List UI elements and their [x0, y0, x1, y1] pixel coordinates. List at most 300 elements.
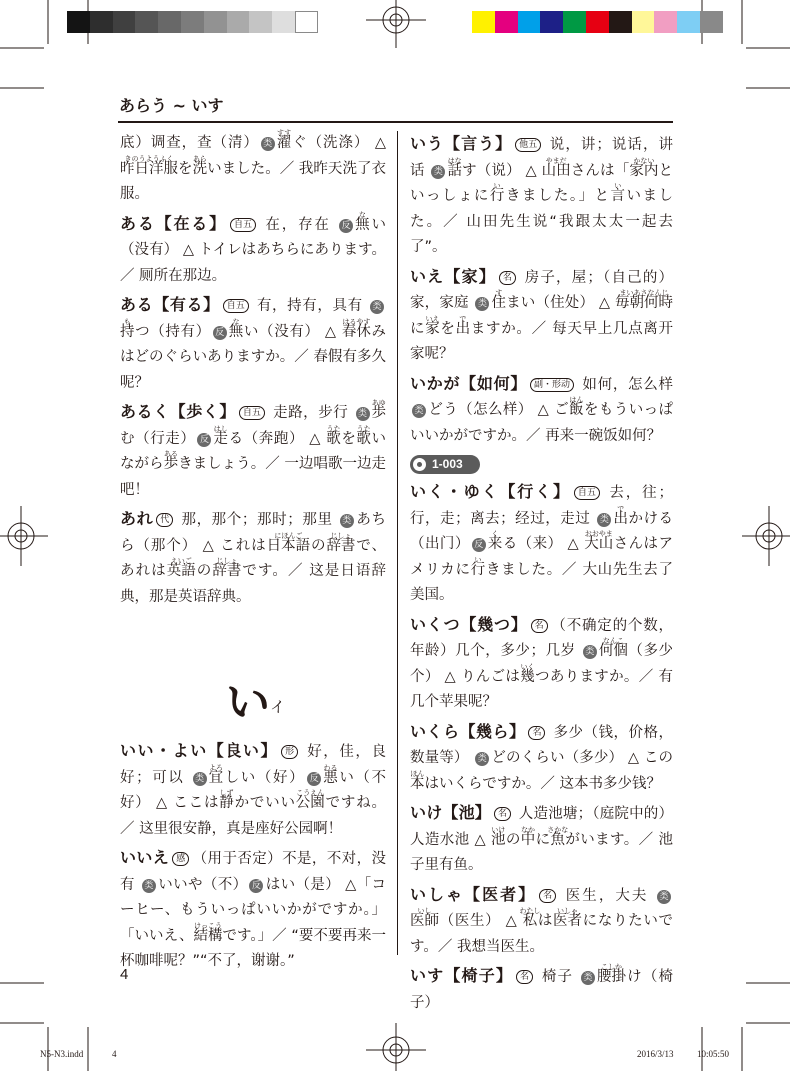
column-divider	[397, 131, 398, 955]
furigana-reading: く	[491, 530, 499, 538]
entry-text: 人造池塘；（庭院中的）人造水池 △	[410, 806, 673, 848]
entry-text: 在，存在	[258, 216, 338, 233]
furigana-base: 洗	[192, 160, 208, 177]
registration-mark-top	[366, 0, 426, 48]
furigana-base: 何個	[598, 643, 628, 659]
entry-text: きましょう。／ 一边唱歌一边走吧！	[120, 456, 387, 498]
furigana-reading: いけ	[491, 825, 506, 834]
footer-file-name: N5-N3.indd	[40, 1049, 84, 1059]
furigana-base: 出	[613, 510, 628, 527]
part-of-speech-tag: 自五	[574, 486, 600, 500]
synonym-mark: 类	[475, 752, 489, 766]
furigana-reading: わる	[323, 763, 338, 772]
entry-text: をもういっぱいいかがですか。／ 再来一碗饭如何？	[410, 402, 673, 444]
hiragana-heading: い	[226, 677, 270, 728]
entry-text: いました。／ 我昨天洗了衣服。	[120, 160, 387, 202]
entry-text: 走路，步行	[267, 405, 354, 421]
furigana-word	[447, 156, 462, 185]
color-swatch	[586, 11, 609, 33]
furigana-reading: すす	[277, 129, 292, 137]
color-swatch	[295, 11, 318, 33]
antonym-mark: 反	[472, 538, 486, 552]
furigana-reading: い	[493, 182, 501, 190]
furigana-word	[425, 314, 440, 343]
furigana-base: 言	[610, 188, 626, 204]
furigana-word	[266, 531, 311, 560]
entry-text: 医生，大夫	[559, 887, 655, 904]
furigana-reading: で	[459, 314, 467, 323]
entry-text: 好，佳，良好；可以	[120, 744, 386, 786]
kana-section-heading	[120, 613, 386, 738]
furigana-word	[547, 825, 569, 854]
furigana-base: 走	[213, 430, 228, 447]
furigana-reading: いえ	[425, 314, 440, 323]
part-of-speech-tag: 他五	[515, 138, 541, 152]
headword: いう【言う】	[410, 134, 513, 153]
headword: ある【有る】	[120, 295, 220, 314]
furigana-base: 濯	[276, 135, 292, 151]
entry-text: 椅子	[536, 969, 579, 985]
furigana-reading: はし	[213, 424, 228, 433]
furigana-base: 行	[470, 561, 486, 578]
furigana-reading: あゆ	[371, 399, 386, 407]
color-swatch	[632, 11, 655, 33]
entry-text: どのくらい（多少） △ この	[491, 750, 674, 766]
color-swatch	[540, 11, 563, 33]
entry-text: ますか。／ 每天早上几点离开家呢？	[410, 320, 674, 362]
furigana-reading: こしか	[600, 963, 622, 971]
furigana-reading: えいご	[170, 557, 192, 565]
furigana-word	[120, 317, 135, 346]
furigana-base: 行	[489, 188, 505, 204]
furigana-reading: で	[617, 504, 625, 513]
furigana-base: 無	[355, 216, 370, 233]
furigana-word	[219, 791, 234, 817]
color-swatch	[272, 11, 295, 33]
headword: いえ【家】	[410, 266, 496, 286]
furigana-word	[193, 921, 223, 950]
entry-text: る（来） △	[502, 536, 585, 552]
furigana-reading: あら	[192, 154, 207, 163]
headword: いいえ	[120, 848, 170, 867]
furigana-reading: しず	[219, 789, 234, 797]
furigana-word	[355, 210, 370, 239]
color-swatch	[700, 11, 723, 33]
entry-text: つありますか。／ 有几个苹果呢？	[410, 668, 673, 710]
furigana-base: 中	[520, 831, 536, 848]
synonym-mark: 类	[475, 297, 489, 311]
entry-text: に	[535, 831, 551, 848]
entry-text: を	[340, 430, 357, 447]
antonym-mark: 反	[249, 879, 263, 893]
color-swatch	[181, 11, 204, 33]
entry-text: の	[195, 563, 213, 579]
furigana-reading: きのうようふく	[124, 154, 174, 163]
furigana-base: 公園	[295, 795, 325, 811]
color-swatch	[135, 11, 158, 33]
synonym-mark: 类	[193, 772, 207, 786]
entry-text: で、あれは	[120, 537, 387, 579]
furigana-word	[491, 291, 506, 317]
entry-text: いました。／ 山田先生说“我跟太太一起去了”。	[410, 188, 673, 255]
furigana-base: 辞書	[326, 537, 356, 554]
furigana-word	[213, 424, 228, 453]
furigana-base: 歩	[371, 405, 386, 421]
registration-mark-bottom	[366, 1023, 426, 1071]
furigana-base: 静	[219, 795, 234, 811]
furigana-word	[455, 314, 471, 343]
registration-mark-left	[0, 506, 48, 566]
furigana-word	[296, 791, 325, 817]
entry-text: 如何，怎么样	[577, 376, 673, 393]
furigana-word	[208, 763, 224, 792]
furigana-word	[490, 184, 505, 210]
synonym-mark: 类	[261, 137, 275, 151]
dictionary-entry	[120, 506, 386, 610]
furigana-word	[192, 154, 208, 183]
furigana-base: 私	[522, 913, 538, 929]
dictionary-entry	[410, 800, 673, 879]
entry-text: です。」／ “要不要再来一杯咖啡呢？”“不了，谢谢。”	[120, 927, 386, 969]
synonym-mark: 类	[370, 300, 384, 314]
furigana-word	[611, 184, 626, 210]
furigana-word	[212, 559, 241, 585]
furigana-base: 春休	[341, 323, 371, 340]
furigana-reading: かない	[633, 156, 655, 165]
entry-text: す（说） △	[461, 162, 542, 179]
entry-text: （医生） △	[439, 913, 523, 929]
color-swatch	[113, 11, 136, 33]
furigana-reading: い	[474, 555, 482, 564]
furigana-base: 家	[425, 320, 440, 337]
furigana-base: 医師	[410, 913, 439, 929]
part-of-speech-tag: 名	[499, 271, 516, 285]
furigana-word	[520, 662, 535, 691]
entry-text: る（奔跑） △	[227, 430, 327, 447]
furigana-base: 持	[120, 323, 135, 340]
audio-track-number: 1-003	[432, 457, 463, 471]
furigana-word	[520, 825, 536, 854]
furigana-base: 腰掛	[596, 969, 626, 985]
furigana-base: 宜	[208, 769, 224, 786]
furigana-reading: いく	[520, 662, 535, 671]
furigana-base: 住	[491, 295, 506, 311]
furigana-reading: い	[614, 182, 622, 190]
furigana-base: 出	[455, 320, 471, 337]
furigana-word	[228, 317, 244, 346]
dictionary-entry	[120, 399, 386, 503]
process-color-bar	[472, 11, 723, 33]
entry-text: に	[410, 320, 426, 337]
part-of-speech-tag: 名	[531, 619, 548, 633]
furigana-reading: ある	[163, 450, 178, 458]
furigana-base: 来	[487, 536, 503, 552]
headword: あるく【歩く】	[120, 402, 236, 421]
furigana-base: 話	[447, 162, 462, 179]
furigana-reading: はん	[569, 396, 584, 404]
part-of-speech-tag: 感	[172, 852, 189, 866]
color-swatch	[609, 11, 632, 33]
entry-text: （多少个） △ りんごは	[410, 643, 674, 685]
entry-text: い（没有） △ トイレはあちらにあります。／ 厕所在那边。	[120, 216, 386, 284]
entry-text: きました。」と	[504, 188, 611, 204]
furigana-word	[470, 555, 486, 584]
entry-text: 去，往；行，走；离去；经过，走过	[410, 485, 673, 527]
furigana-reading: おおやま	[584, 530, 613, 538]
entry-text: 有，持有，具有	[251, 298, 368, 314]
furigana-base: 幾	[520, 668, 535, 685]
furigana-word	[613, 504, 628, 533]
dictionary-entry	[410, 719, 673, 798]
part-of-speech-tag: 名	[528, 726, 545, 740]
color-swatch	[90, 11, 113, 33]
audio-disc-icon	[413, 458, 426, 471]
synonym-mark: 类	[657, 890, 671, 904]
furigana-reading: にほんご	[274, 531, 303, 540]
part-of-speech-tag: 名	[516, 970, 533, 984]
furigana-reading: はるやす	[342, 317, 371, 326]
headword: いかが【如何】	[410, 373, 528, 393]
furigana-base: 悪	[323, 769, 338, 786]
furigana-word	[584, 532, 613, 558]
entry-text: です。／ 这是日语辞典，那是英语辞典。	[120, 563, 387, 605]
right-column	[410, 131, 673, 1019]
furigana-reading: いしゃ	[557, 907, 579, 915]
furigana-reading: はな	[447, 156, 462, 165]
entry-text: む（行走）	[120, 430, 196, 447]
furigana-reading: じしょ	[330, 531, 352, 540]
furigana-word	[519, 907, 541, 935]
dictionary-entry	[410, 371, 673, 450]
furigana-reading: も	[123, 317, 131, 326]
entry-text: 那，那个；那时；那里	[176, 512, 338, 528]
left-column	[120, 131, 386, 978]
part-of-speech-tag: 形	[281, 745, 298, 759]
furigana-word	[629, 156, 659, 185]
entry-text: さんはアメリカに	[410, 536, 673, 578]
furigana-word	[372, 401, 387, 427]
entry-text: の	[310, 537, 327, 554]
entry-text: ぐ（洗涤） △	[291, 135, 387, 151]
headword: いくつ【幾つ】	[410, 614, 528, 634]
entry-text: がいます。／ 池子里有鱼。	[410, 831, 674, 873]
furigana-reading: す	[495, 289, 503, 297]
dictionary-entry	[410, 264, 673, 368]
entry-text: はい（是） △「コーヒー、もういっぱいいかがですか。」「いいえ、	[120, 876, 387, 944]
color-swatch	[495, 11, 518, 33]
header-rule	[118, 121, 673, 123]
audio-track-badge	[410, 455, 480, 474]
antonym-mark: 反	[197, 433, 211, 447]
color-swatch	[472, 11, 495, 33]
furigana-base: 結構	[193, 927, 223, 944]
dictionary-entry	[120, 845, 386, 975]
headword: いくら【幾ら】	[410, 721, 526, 741]
furigana-base: 魚	[550, 831, 566, 848]
entry-text: （用于否定）不是，不对，没有	[120, 851, 386, 893]
synonym-mark: 类	[431, 165, 445, 179]
furigana-base: 山田	[541, 162, 571, 179]
entry-text: どう（怎么样） △ ご	[428, 402, 570, 418]
entry-text: つ（持有）	[134, 323, 211, 340]
antonym-mark: 反	[307, 772, 321, 786]
headword: いい・よい【良い】	[120, 741, 279, 760]
dictionary-entry	[120, 292, 386, 396]
entry-text: ですね。／ 这里很安静，真是座好公园啊！	[120, 795, 387, 837]
furigana-reading: じしょ	[216, 557, 238, 565]
dictionary-entry	[410, 612, 673, 716]
synonym-mark: 类	[597, 513, 611, 527]
furigana-base: 歌	[356, 430, 371, 447]
furigana-word	[488, 532, 503, 558]
furigana-word	[164, 452, 179, 478]
headword: ある【在る】	[120, 213, 227, 233]
entry-text: あちら（那个） △ これは	[120, 512, 386, 554]
entry-text: い（没有） △	[243, 323, 342, 340]
entry-text: はいくらですか。／ 这本书多少钱？	[424, 775, 661, 792]
entry-text: まい（住处） △	[505, 295, 615, 311]
headword: いす【椅子】	[410, 966, 514, 985]
furigana-word	[120, 154, 178, 183]
entry-text: かでいい	[233, 795, 296, 811]
furigana-reading: な	[358, 210, 366, 219]
footer-page: 4	[112, 1049, 117, 1059]
footer-time: 10:05:50	[697, 1049, 730, 1059]
furigana-base: 歩	[163, 456, 179, 472]
entry-text: いながら	[120, 430, 387, 472]
entry-text: さんは「	[570, 162, 630, 179]
synonym-mark: 类	[356, 407, 370, 421]
furigana-reading: ほん	[410, 769, 425, 778]
entry-text: いいや（不）	[157, 876, 248, 893]
color-swatch	[204, 11, 227, 33]
synonym-mark: 类	[340, 514, 354, 528]
entry-text: 底）调查，查（清）	[120, 135, 259, 151]
entry-text: を	[178, 160, 193, 177]
headword: いしゃ【医者】	[410, 884, 537, 904]
color-swatch	[227, 11, 250, 33]
furigana-reading: なか	[521, 825, 536, 834]
furigana-reading: な	[232, 317, 240, 326]
furigana-base: 昨日洋服	[120, 160, 178, 177]
furigana-word	[323, 763, 338, 792]
katakana-heading: イ	[270, 698, 286, 716]
part-of-speech-tag: 自五	[239, 406, 265, 420]
footer-date: 2016/3/13	[637, 1049, 674, 1059]
entry-text: みはどのぐらいありますか。／ 春假有多久呢？	[120, 323, 387, 391]
furigana-word	[541, 156, 571, 185]
part-of-speech-tag: 名	[494, 807, 511, 821]
furigana-word	[326, 531, 356, 560]
furigana-word	[167, 559, 196, 585]
dictionary-entry	[120, 131, 386, 208]
furigana-word	[569, 398, 584, 424]
dictionary-entry	[120, 211, 386, 290]
furigana-word	[597, 965, 626, 991]
registration-mark-right	[742, 506, 790, 566]
furigana-word	[410, 909, 439, 935]
dictionary-entry	[410, 963, 673, 1016]
furigana-reading: よろ	[208, 763, 223, 772]
furigana-reading: わたし	[519, 907, 541, 915]
part-of-speech-tag: 代	[156, 513, 173, 527]
furigana-word	[491, 825, 506, 854]
entry-text: きました。／ 大山先生去了美国。	[410, 561, 673, 603]
running-header: あらう ~ いす	[119, 96, 224, 115]
furigana-word	[615, 291, 673, 317]
antonym-mark: 反	[213, 326, 227, 340]
color-swatch	[67, 11, 90, 33]
furigana-reading: さかな	[547, 825, 569, 834]
color-swatch	[563, 11, 586, 33]
entry-text: は	[537, 913, 554, 929]
entry-text: しい（好）	[223, 769, 306, 786]
synonym-mark: 类	[412, 404, 426, 418]
furigana-word	[326, 424, 341, 453]
furigana-base: 医者	[553, 913, 583, 929]
furigana-reading: うた	[326, 424, 341, 433]
furigana-base: 歌	[326, 430, 341, 447]
part-of-speech-tag: 自五	[230, 218, 256, 232]
entry-text: 多少（钱，价格，数量等）	[410, 724, 673, 766]
grayscale-color-bar	[67, 11, 318, 33]
furigana-reading: うた	[356, 424, 371, 433]
entry-text: の	[505, 831, 521, 848]
entry-text: 房子，屋；（自己的）家，家庭	[410, 269, 673, 311]
dictionary-entry	[410, 479, 673, 609]
furigana-base: 辞書	[212, 563, 242, 579]
color-swatch	[518, 11, 541, 33]
headword: いく・ゆく【行く】	[410, 482, 571, 501]
furigana-base: 大山	[584, 536, 614, 552]
headword: いけ【池】	[410, 803, 491, 822]
furigana-word	[410, 769, 425, 798]
dictionary-entry	[120, 738, 386, 842]
page-number: 4	[120, 966, 129, 983]
furigana-word	[553, 909, 582, 935]
furigana-base: 家内	[629, 162, 659, 179]
entry-text: を	[439, 320, 456, 337]
furigana-reading: なんこ	[602, 637, 624, 645]
dictionary-entry	[410, 131, 673, 261]
part-of-speech-tag: 自五	[223, 299, 249, 313]
entry-text: （不确定的个数，年龄）几个，多少；几岁	[410, 617, 673, 659]
furigana-reading: こうえん	[296, 789, 325, 797]
furigana-word	[277, 131, 292, 157]
antonym-mark: 反	[339, 219, 353, 233]
furigana-word	[341, 317, 371, 346]
entry-text: け（椅子）	[410, 969, 674, 1011]
color-swatch	[654, 11, 677, 33]
furigana-base: 英語	[166, 563, 196, 579]
furigana-base: 池	[491, 831, 506, 848]
part-of-speech-tag: 副・形动	[530, 378, 574, 392]
furigana-word	[599, 639, 628, 665]
entry-text: になりたいです。／ 我想当医生。	[410, 913, 673, 955]
furigana-reading: まいあさなんじ	[619, 289, 669, 297]
synonym-mark: 类	[581, 971, 595, 985]
color-swatch	[677, 11, 700, 33]
entry-text: かける（出门）	[410, 510, 674, 552]
headword: あれ	[120, 509, 154, 528]
furigana-base: 毎朝何時	[615, 295, 673, 311]
part-of-speech-tag: 名	[539, 889, 556, 903]
dictionary-entry	[410, 882, 673, 961]
furigana-base: 日本語	[266, 537, 311, 554]
furigana-reading: やまだ	[545, 156, 567, 165]
furigana-reading: いし	[417, 907, 432, 915]
color-swatch	[249, 11, 272, 33]
